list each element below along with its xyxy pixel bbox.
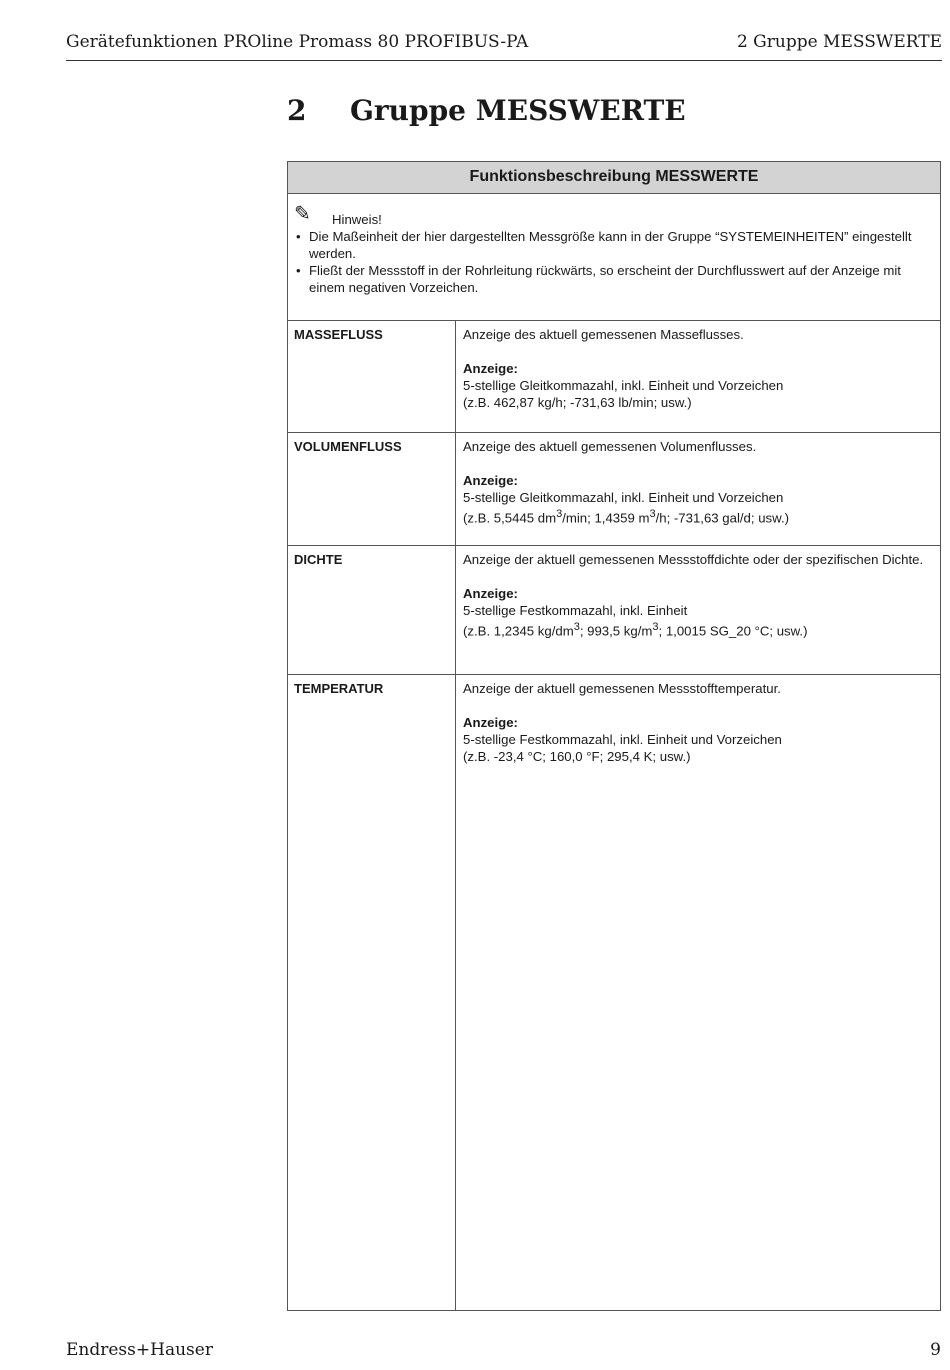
function-name: MASSEFLUSS	[288, 321, 456, 432]
display-example: (z.B. 1,2345 $kg/dm^3$; 993,5 $kg/m^3$; 1,0015 SG_20 °C; usw.)	[463, 621, 808, 639]
function-description	[456, 546, 940, 674]
display-example: (z.B. -23,4 °C; 160,0 °F; 295,4 K; usw.)	[463, 749, 691, 764]
description-text: Anzeige des aktuell gemessenen Volumenflusses.	[463, 439, 757, 454]
display-label: Anzeige:	[463, 586, 518, 601]
table-row-dichte	[288, 546, 940, 675]
function-description	[456, 321, 940, 432]
table-row-volumenfluss	[288, 433, 940, 546]
display-label: Anzeige:	[463, 361, 518, 376]
running-header	[66, 30, 942, 61]
note-label: Hinweis!	[332, 212, 382, 227]
table-row-massefluss	[288, 321, 940, 433]
header-document-title: Gerätefunktionen PROline Promass 80 PROFIBUS-PA	[66, 32, 529, 52]
note-block	[288, 194, 940, 321]
function-name: DICHTE	[288, 546, 456, 674]
page-number: 9	[930, 1340, 941, 1360]
function-name: VOLUMENFLUSS	[288, 433, 456, 545]
chapter-number: 2	[287, 94, 307, 127]
description-text: Anzeige des aktuell gemessenen Masseflusses.	[463, 327, 744, 342]
table-row-temperatur	[288, 675, 940, 1311]
display-format: 5-stellige Festkommazahl, inkl. Einheit	[463, 603, 688, 618]
list-item: • Die Maßeinheit der hier dargestellten Messgröße kann in der Gruppe “SYSTEMEINHEITEN” eingestellt werden.	[294, 228, 928, 262]
display-format: 5-stellige Gleitkommazahl, inkl. Einheit und Vorzeichen	[463, 378, 784, 393]
pencil-icon: ✎	[294, 203, 311, 225]
function-description-table	[287, 161, 941, 1311]
note-bullet-list	[294, 228, 928, 296]
function-description	[456, 433, 940, 545]
description-text: Anzeige der aktuell gemessenen Messstoffdichte oder der spezifischen Dichte.	[463, 552, 924, 567]
display-label: Anzeige:	[463, 473, 518, 488]
display-label: Anzeige:	[463, 715, 518, 730]
note-header	[294, 204, 928, 228]
function-name: TEMPERATUR	[288, 675, 456, 1311]
display-example: (z.B. 5,5445 $dm^3/\min$; 1,4359 $m^3/h$; -731,63 gal/d; usw.)	[463, 508, 789, 526]
function-description	[456, 675, 940, 1311]
chapter-title	[287, 94, 686, 127]
footer-brand: Endress+Hauser	[66, 1340, 213, 1360]
table-heading: Funktionsbeschreibung MESSWERTE	[288, 162, 940, 194]
description-text: Anzeige der aktuell gemessenen Messstofftemperatur.	[463, 681, 781, 696]
chapter-name: Gruppe MESSWERTE	[350, 94, 686, 127]
header-section-title: 2 Gruppe MESSWERTE	[736, 32, 942, 52]
display-example: (z.B. 462,87 kg/h; -731,63 lb/min; usw.)	[463, 395, 692, 410]
display-format: 5-stellige Gleitkommazahl, inkl. Einheit und Vorzeichen	[463, 490, 784, 505]
display-format: 5-stellige Festkommazahl, inkl. Einheit und Vorzeichen	[463, 732, 782, 747]
list-item: • Fließt der Messstoff in der Rohrleitung rückwärts, so erscheint der Durchflusswert auf der Anzeige mit einem negativen Vorzeichen.	[294, 262, 928, 296]
